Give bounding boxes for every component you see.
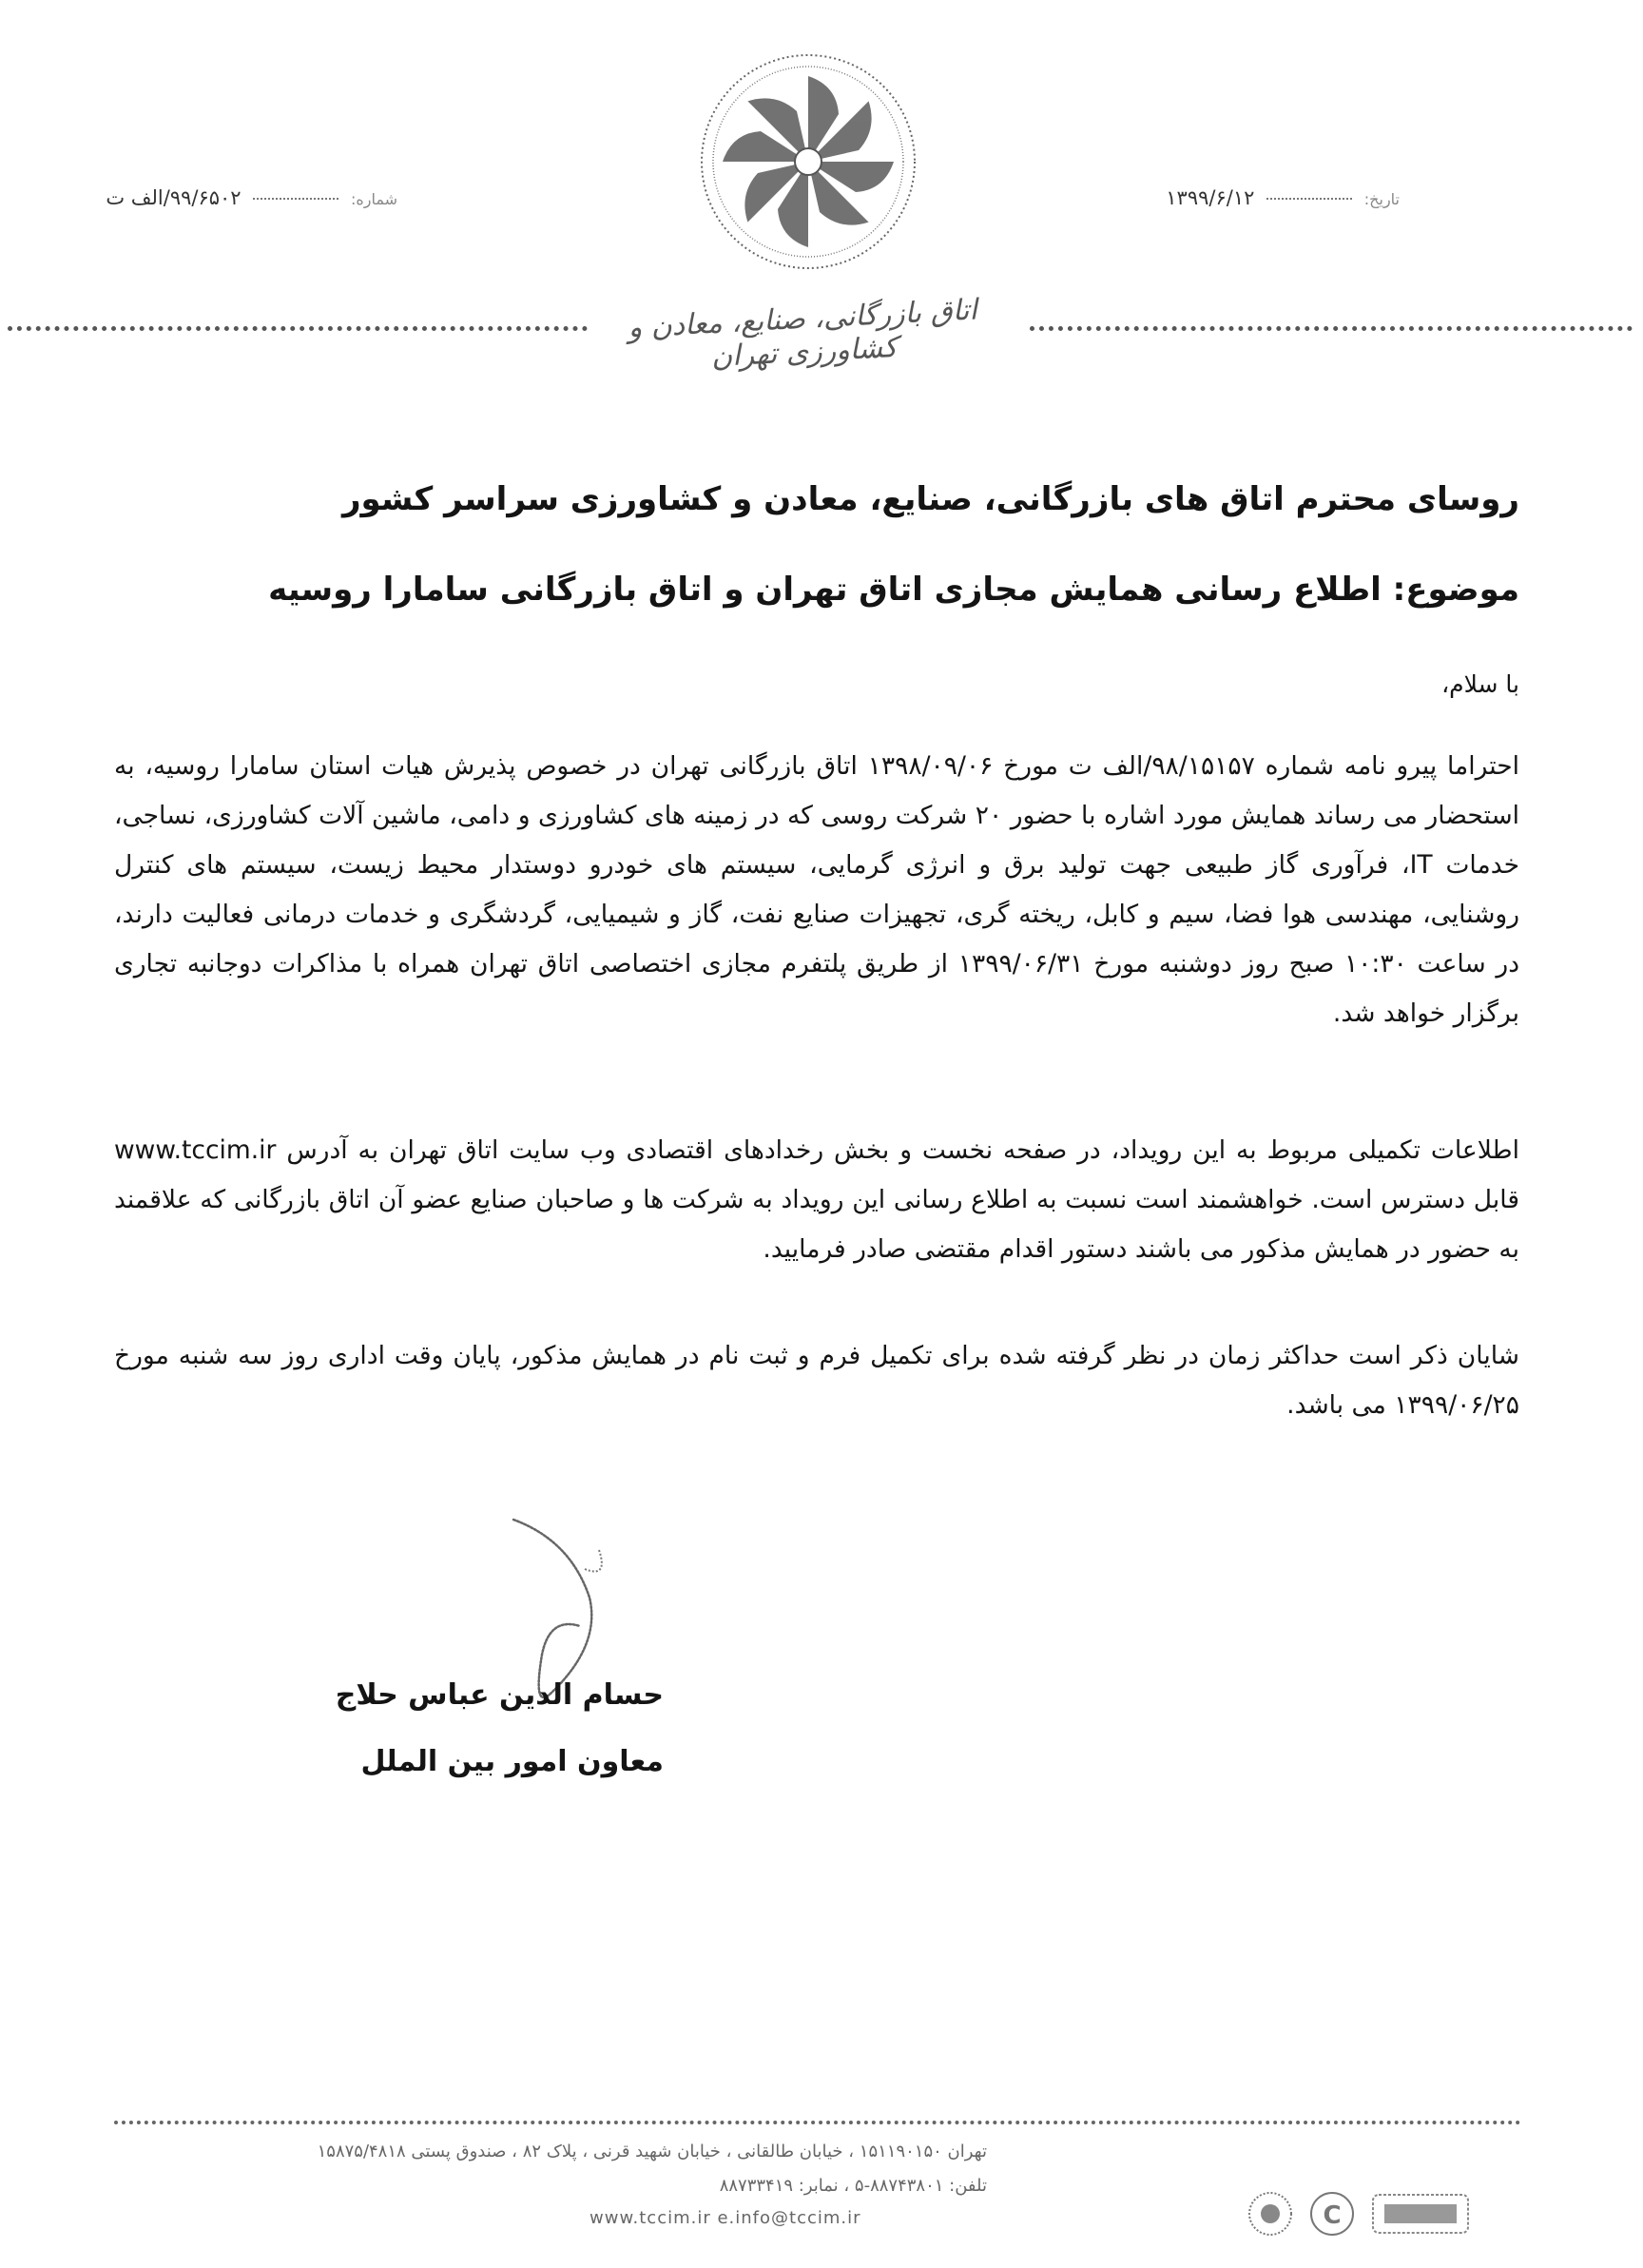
header-divider-right [1030, 326, 1633, 331]
footer-partner-logos-icon [1242, 2174, 1479, 2250]
footer-logos [1242, 2174, 1479, 2250]
body-paragraph: شایان ذکر است حداکثر زمان در نظر گرفته شده برای تکمیل فرم و ثبت نام در همایش مذکور، پایان وقت اداری روز سه شنبه مورخ ۱۳۹۹/۰۶/۲۵ می باشد. [114, 1341, 1519, 1420]
letter-number [106, 186, 397, 209]
number-value: ۹۹/۶۵۰۲/الف ت [106, 186, 242, 209]
subject-line: موضوع: اطلاع رسانی همایش مجازی اتاق تهران و اتاق بازرگانی سامارا روسیه [268, 571, 1519, 609]
header-divider-left [8, 326, 588, 331]
footer-divider [114, 2121, 1521, 2124]
footer-address: تهران ۱۵۱۱۹۰۱۵۰ ، خیابان طالقانی ، خیابان شهید قرنی ، پلاک ۸۲ ، صندوق پستی ۱۵۸۷۵/۴۸۱۸ [317, 2142, 987, 2161]
signer-name: حسام الدین عباس حلاج [335, 1678, 664, 1712]
recipient-line: روسای محترم اتاق های بازرگانی، صنایع، معادن و کشاورزی سراسر کشور [341, 480, 1519, 518]
number-label: شماره: [350, 190, 397, 208]
chamber-rosette-seal-icon [694, 48, 922, 276]
date-dotted-rule [1266, 198, 1352, 200]
svg-text:C: C [1323, 2201, 1342, 2230]
greeting: با سلام، [1441, 670, 1519, 698]
footer-web-email: www.tccim.ir e.info@tccim.ir [590, 2208, 861, 2228]
body-paragraph: احتراما پیرو نامه شماره ۹۸/۱۵۱۵۷/الف ت مورخ ۱۳۹۸/۰۹/۰۶ اتاق بازرگانی تهران در خصوص پذیرش هیات استان سامارا روسیه، به استحضار می رساند همایش مورد اشاره با حضور ۲۰ شرکت روسی که در زمینه های کشاورزی و دامی، ماشین آلات کشاورزی، نساجی، خدمات IT، فرآوری گاز طبیعی جهت تولید برق و انرژی گرمایی، سیستم های خودرو دوستدار محیط زیست، سیستم های کنترل روشنایی، مهندسی هوا فضا، سیم و کابل، ریخته گری، تجهیزات صنایع نفت، گاز و شیمیایی، گردشگری و خدمات درمانی فعالیت دارند، در ساعت ۱۰:۳۰ صبح روز دوشنبه مورخ ۱۳۹۹/۰۶/۳۱ از طریق پلتفرم مجازی اختصاصی اتاق تهران همراه با مذاکرات دوجانبه تجاری برگزار خواهد شد. [114, 751, 1520, 1028]
footer-phone: تلفن: ۸۸۷۴۳۸۰۱-۵ ، نمابر: ۸۸۷۳۳۴۱۹ [719, 2176, 987, 2196]
date-value: ۱۳۹۹/۶/۱۲ [1166, 186, 1255, 209]
date-label: تاریخ: [1363, 190, 1400, 208]
signer-title: معاون امور بین الملل [360, 1745, 664, 1778]
letter-date [1166, 186, 1400, 209]
body-paragraph: اطلاعات تکمیلی مربوط به این رویداد، در صفحه نخست و بخش رخدادهای اقتصادی وب سایت اتاق تهران به آدرس www.tccim.ir قابل دسترس است. خواهشمند است نسبت به اطلاع رسانی این رویداد به شرکت ها و صاحبان صنایع عضو آن اتاق بازرگانی که علاقمند به حضور در همایش مذکور می باشند دستور اقدام مقتضی صادر فرمایید. [114, 1135, 1519, 1264]
number-dotted-rule [253, 198, 338, 200]
org-name-letterhead: اتاق بازرگانی، صنایع، معادن و کشاورزی تهران [627, 293, 978, 375]
